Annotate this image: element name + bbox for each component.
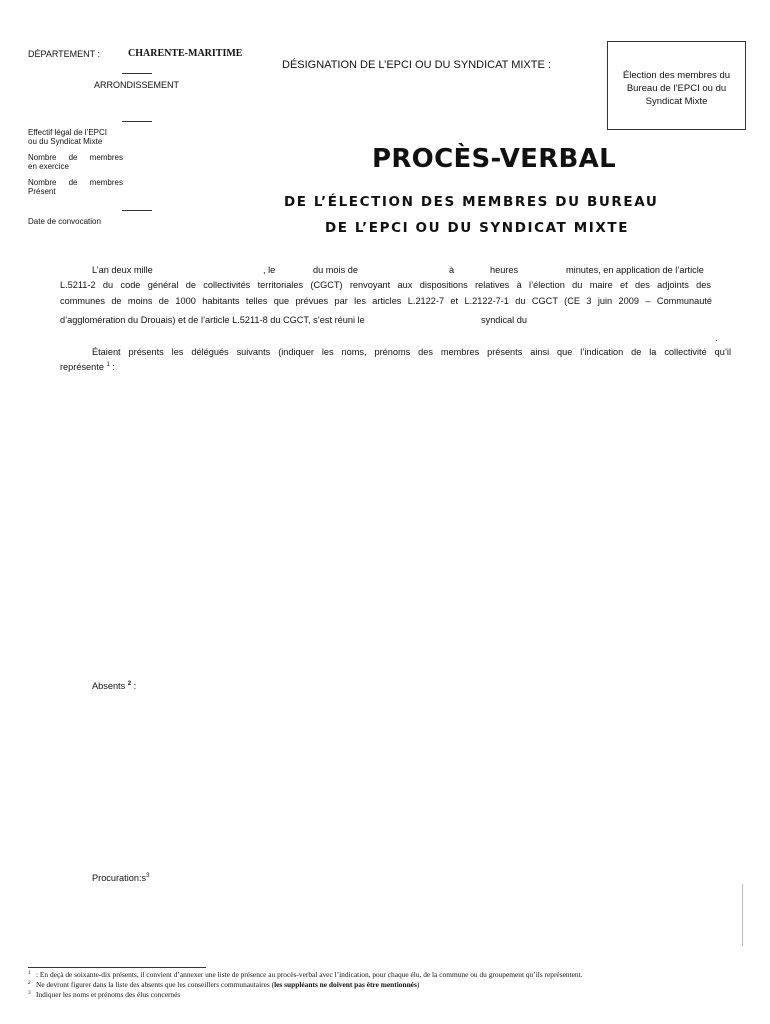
membres-present-label: Nombre de membres Présent [28,178,123,196]
footnote-divider [28,967,206,968]
p1-text: communes de moins de 1000 habitants telles que prévues par les articles L.2122-7 et L.2122-7-1 du CGCT (CE 3 juin 2009 – Communauté [60,296,712,306]
date-convocation-label: Date de convocation [28,217,101,226]
arrondissement-label: ARRONDISSEMENT [94,80,180,90]
footnote-3: 3 Indiquer les noms et prénoms des élus concernés [28,989,181,999]
page-subtitle-line1: DE L’ÉLECTION DES MEMBRES DU BUREAU [284,194,659,210]
footnote-2: 2 Ne devront figurer dans la liste des absents que les conseillers communautaires (les suppléants ne doivent pas être mentionnés) [28,979,420,989]
divider [742,884,743,946]
departement-label: DÉPARTEMENT : [28,49,101,59]
p2-text: Étaient présents les délégués suivants (indiquer les noms, prénoms des membres présents ainsi que l’indication de la collectivité qu’il [92,347,731,357]
divider [122,121,152,122]
departement-value: CHARENTE-MARITIME [128,48,243,59]
p1-text: du mois de [313,265,358,275]
p1-text: heures [490,265,519,275]
p1-text: à [449,265,455,275]
p1-text: minutes, en application de l’article [566,265,704,275]
footnote-1: 1 : En deçà de soixante-dix présents, il convient d’annexer une liste de présence au procès-verbal avec l’indication, pour chaque élu, de la commune ou du groupement qu’ils représentent. [28,969,583,979]
p1-text: syndical du [481,315,527,325]
p2-text: représente $^1$ : [60,361,115,372]
divider [122,210,152,211]
election-box-text: Élection des membres du Bureau de l’EPCI ou du Syndicat Mixte [622,70,731,107]
procurations-label: $Procuration:s^3$ [92,872,150,883]
absents-label: Absents $^2$ : [92,680,137,691]
page-subtitle-line2: DE L’EPCI OU DU SYNDICAT MIXTE [325,220,630,236]
effectif-legal-label: Effectif légal de l’EPCI ou du Syndicat Mixte [28,128,108,146]
membres-exercice-label: Nombre de membres en exercice [28,153,123,171]
p1-text: d’agglomération du Drouais) et de l’article L.5211-8 du CGCT, s’est réuni le [60,315,365,325]
p1-text: , le [263,265,276,275]
p1-text: L.5211-2 du code général de collectivités territoriales (CGCT) renvoyant aux dispositions relatives à l’élection du maire et des adjoints des [60,280,711,290]
page-title: PROCÈS-VERBAL [372,144,616,174]
election-box [607,41,746,130]
p1-text: L’an deux mille [92,265,153,275]
p1-text: . [715,333,718,343]
divider [122,73,152,74]
designation-label: DÉSIGNATION DE L’EPCI OU DU SYNDICAT MIXTE : [282,59,551,71]
